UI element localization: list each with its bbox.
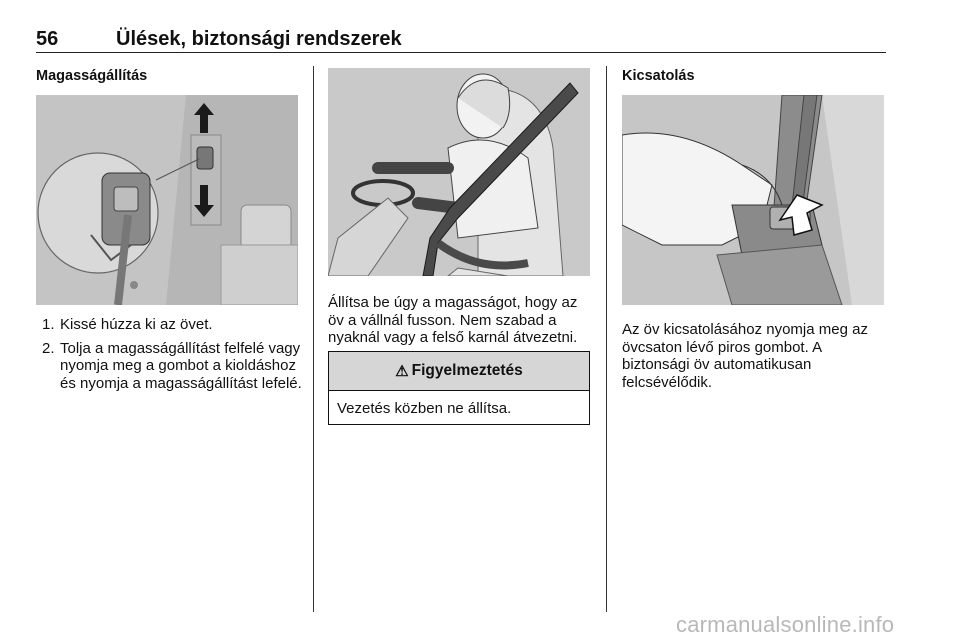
step-2-text: Tolja a magasságállítást felfelé vagy nyomja meg a gombot a kioldáshoz és nyomja a magasságállítást lefelé. [60,339,302,392]
watermark: carmanualsonline.info [676,612,895,637]
step-1 [42,316,310,334]
warning-header [329,352,589,391]
driver-belt-illustration [328,68,590,276]
warning-box [328,351,590,425]
warning-icon: ⚠ [395,363,409,380]
warning-text: Vezetés közben ne állítsa. [337,400,512,417]
chapter-title: Ülések, biztonsági rendszerek [116,28,402,50]
unbuckle-paragraph: Az öv kicsatolásához nyomja meg az övcsaton lévő piros gombot. A biztonsági öv automatikusan felcsévélődik. [622,321,868,391]
column-divider-2 [606,66,607,612]
warning-title: Figyelmeztetés [411,362,523,379]
section-title-height-adjust: Magasságállítás [36,68,148,84]
height-instruction-paragraph: Állítsa be úgy a magasságot, hogy az öv a vállnál fusson. Nem szabad a nyaknál vagy a felső karnál átvezetni. [328,294,578,346]
column-divider-1 [313,66,314,612]
height-adjuster-illustration [36,95,298,305]
adjust-steps [42,316,310,398]
step-2-number: 2. [42,339,55,357]
step-2 [42,340,310,393]
page-header [36,26,886,53]
step-1-number: 1. [42,316,55,333]
unbuckle-illustration [622,95,884,305]
page-number: 56 [36,28,59,50]
section-title-unbuckle: Kicsatolás [622,68,695,84]
step-1-text: Kissé húzza ki az övet. [60,316,213,333]
